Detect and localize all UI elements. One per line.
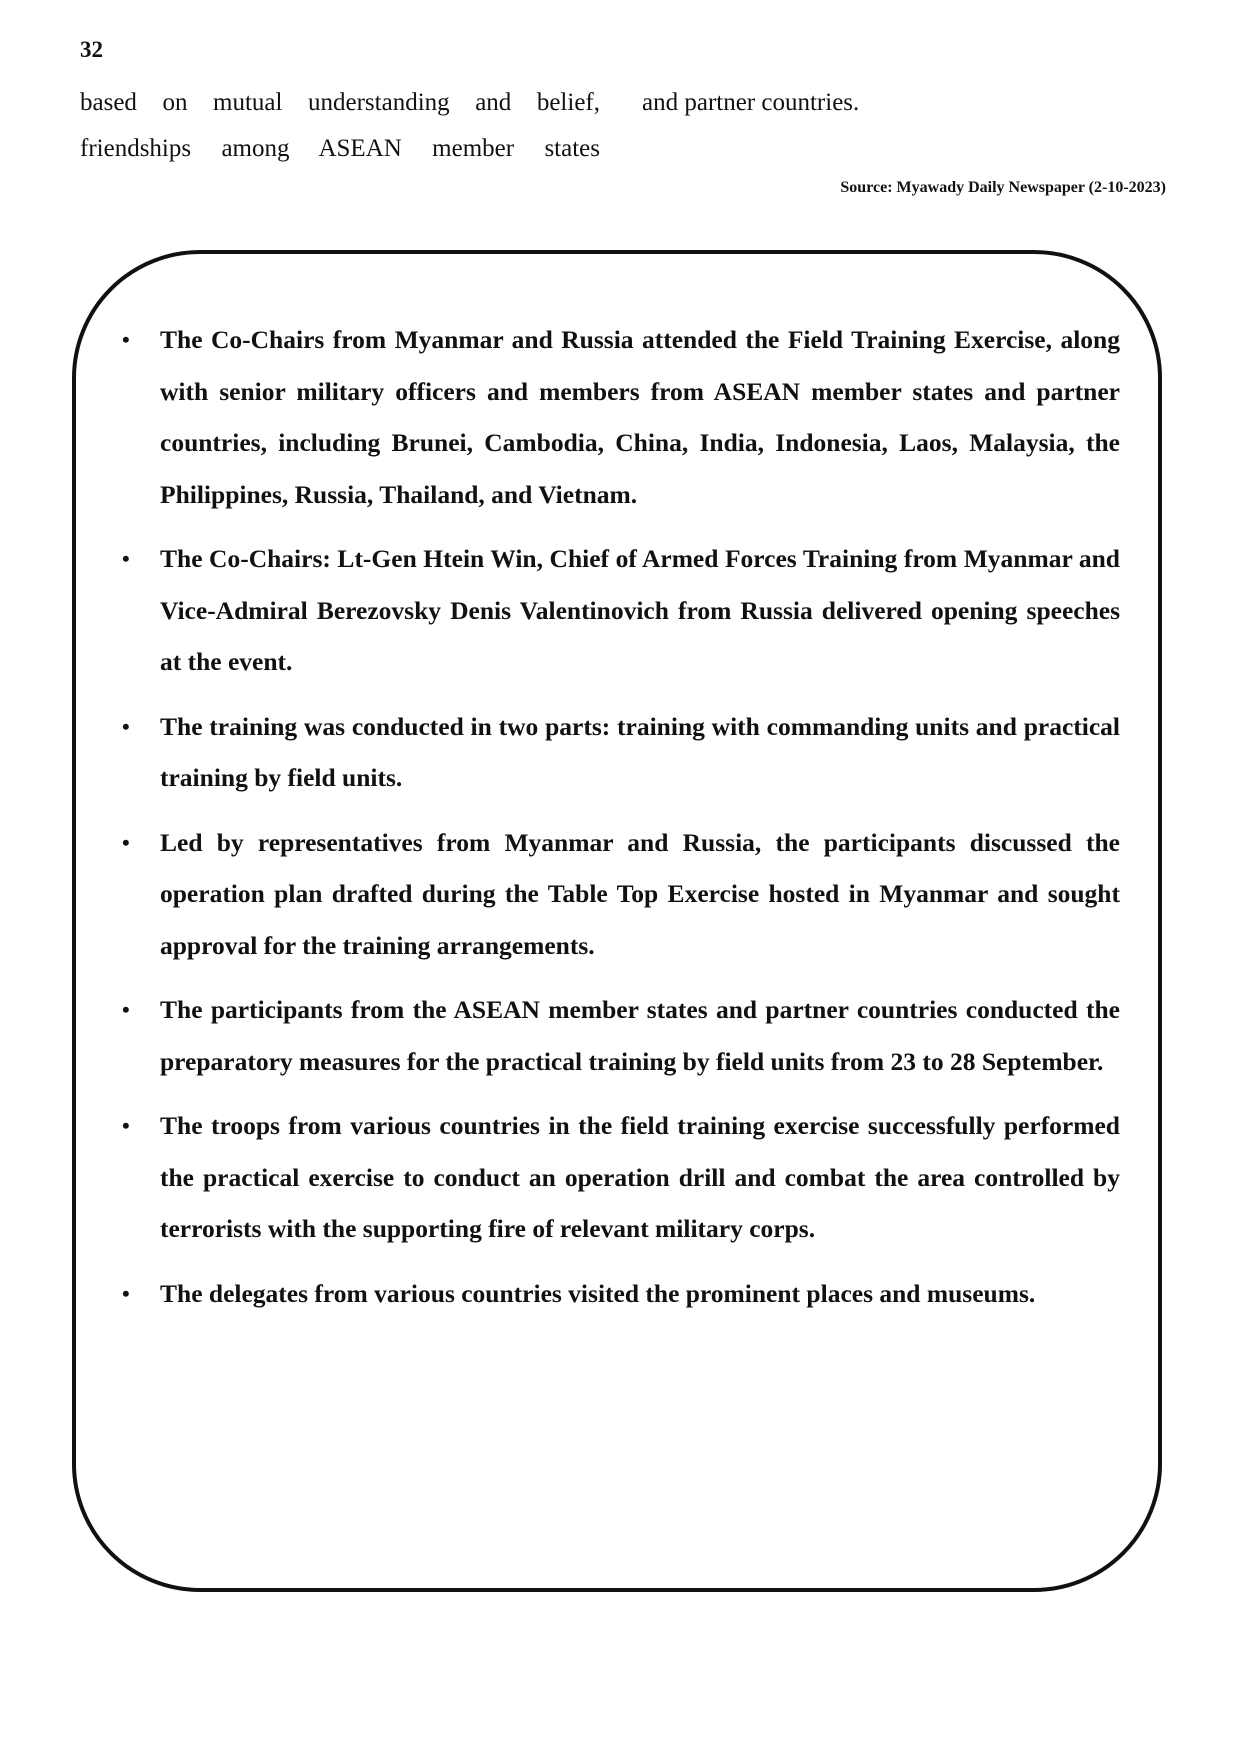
intro-left-column (80, 80, 600, 172)
bullet-icon: • (122, 997, 130, 1022)
bullet-text: Led by representatives from Myanmar and Russia, the participants discussed the operation plan drafted during the Table Top Exercise hosted in Myanmar and sought approval for the training arrangements. (160, 827, 1120, 960)
intro-line: based on mutual understanding and belief, (80, 89, 600, 116)
bullet-icon: • (122, 1280, 130, 1306)
bullet-text: The training was conducted in two parts: training with commanding units and practical training by field units. (160, 711, 1120, 792)
bullet-item (120, 701, 1120, 804)
bullet-text: The participants from the ASEAN member states and partner countries conducted the preparatory measures for the practical training by field units from 23 to 28 September. (160, 995, 1120, 1076)
source-citation: Source: Myawady Daily Newspaper (2-10-2023) (840, 179, 1166, 196)
bullet-item (120, 984, 1120, 1087)
bullet-item (120, 314, 1120, 520)
bullet-item (120, 1100, 1120, 1255)
bullet-icon: • (122, 546, 130, 571)
bullet-item (120, 533, 1120, 688)
bullet-text: The Co-Chairs from Myanmar and Russia attended the Field Training Exercise, along with senior military officers and members from ASEAN member states and partner countries, including Brunei, Cambodia, China, India, Indonesia, Laos, Malaysia, the Philippines, Russia, Thailand, and Vietnam. (160, 325, 1120, 509)
bullet-text: The Co-Chairs: Lt-Gen Htein Win, Chief of Armed Forces Training from Myanmar and Vice-Admiral Berezovsky Denis Valentinovich from Russia delivered opening speeches at the event. (160, 544, 1120, 676)
bullet-text: The troops from various countries in the field training exercise successfully performed the practical exercise to conduct an operation drill and combat the area controlled by terrorists with the supporting fire of relevant military corps. (160, 1111, 1120, 1243)
bullet-text: The delegates from various countries visited the prominent places and museums. (160, 1278, 1036, 1308)
bullet-list (120, 314, 1120, 1332)
intro-right-column: and partner countries. (642, 89, 860, 116)
bullet-item (120, 1268, 1120, 1320)
bullet-icon: • (122, 829, 130, 855)
bullet-icon: • (122, 327, 130, 352)
bullet-item (120, 817, 1120, 972)
intro-line: friendships among ASEAN member states (80, 135, 600, 162)
bullet-icon: • (122, 713, 130, 739)
bullet-icon: • (122, 1113, 130, 1138)
page-number: 32 (80, 37, 103, 62)
